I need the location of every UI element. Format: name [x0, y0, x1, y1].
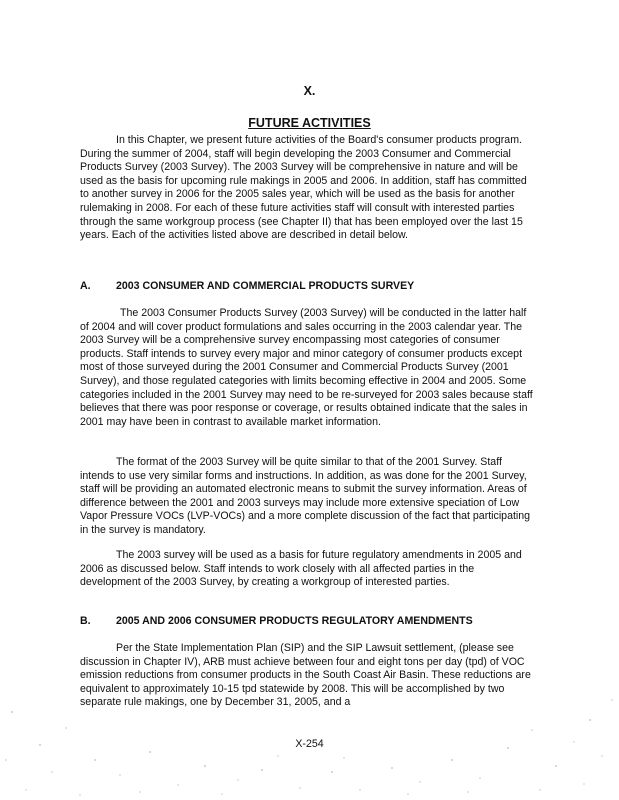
section-b-letter: B. — [80, 615, 91, 627]
chapter-title: FUTURE ACTIVITIES — [248, 116, 371, 130]
section-a-title: 2003 CONSUMER AND COMMERCIAL PRODUCTS SURVEY — [116, 280, 415, 292]
chapter-number: X. — [303, 84, 316, 98]
section-b-paragraph-1: Per the State Implementation Plan (SIP) and the SIP Lawsuit settlement, (please see discussion in Chapter IV), ARB must achieve between four and eight tons per day (tpd) of VOC emission reductions from consumer products in the South Coast Air Basin. These reductions are equivalent to approximately 10-15 tpd statewide by 2008. This will be accomplished by two separate rule makings, one by December 31, 2005, and a — [80, 642, 531, 709]
section-b-heading — [80, 615, 550, 629]
section-a-paragraph-2: The format of the 2003 Survey will be quite similar to that of the 2001 Survey. Staff intends to use very similar forms and instructions. In addition, as was done for the 2001 Survey, staff will be providing an automated electronic means to submit the survey information. Areas of difference between the 2001 and 2003 surveys may include more extensive speciation of Low Vapor Pressure VOCs (LVP-VOCs) and a more complete discussion of the fact that participating in the survey is mandatory. — [80, 456, 531, 536]
section-a-paragraph-3: The 2003 survey will be used as a basis for future regulatory amendments in 2005 and 2006 as discussed below. Staff intends to work closely with all affected parties in the development of the 2003 Survey, by creating a workgroup of interested parties. — [80, 549, 522, 589]
intro-paragraph: In this Chapter, we present future activities of the Board's consumer products program. During the summer of 2004, staff will begin developing the 2003 Consumer and Commercial Products Survey (2003 Survey). The 2003 Survey will be comprehensive in nature and will be used as the basis for upcoming rule makings in 2005 and 2006. In addition, staff has committed to another survey in 2006 for the 2005 sales year, which will be used as the basis for another rulemaking in 2008. For each of these future activities staff will consult with interested parties through the same workgroup process (see Chapter II) that has been employed over the last 15 years. Each of the activities listed above are described in detail below. — [80, 134, 527, 242]
section-a-letter: A. — [80, 280, 91, 292]
page-number: X-254 — [295, 738, 324, 750]
section-a-heading — [80, 280, 550, 294]
section-a-paragraph-1: The 2003 Consumer Products Survey (2003 Survey) will be conducted in the latter half of 2004 and will cover product formulations and sales occurring in the 2003 calendar year. The 2003 Survey will be a comprehensive survey encompassing most categories of consumer products. Staff intends to survey every major and minor category of consumer products except most of those surveyed during the 2001 Consumer and Commercial Products Survey (2001 Survey), and those regulated categories with limits becoming effective in 2004 and 2005. Some categories included in the 2001 Survey may need to be re-surveyed for 2003 sales because staff believes that there was poor response or coverage, or results obtained indicate that the sales in 2001 may have been in contrast to available market information. — [80, 307, 533, 428]
section-b-title: 2005 AND 2006 CONSUMER PRODUCTS REGULATORY AMENDMENTS — [116, 615, 473, 627]
